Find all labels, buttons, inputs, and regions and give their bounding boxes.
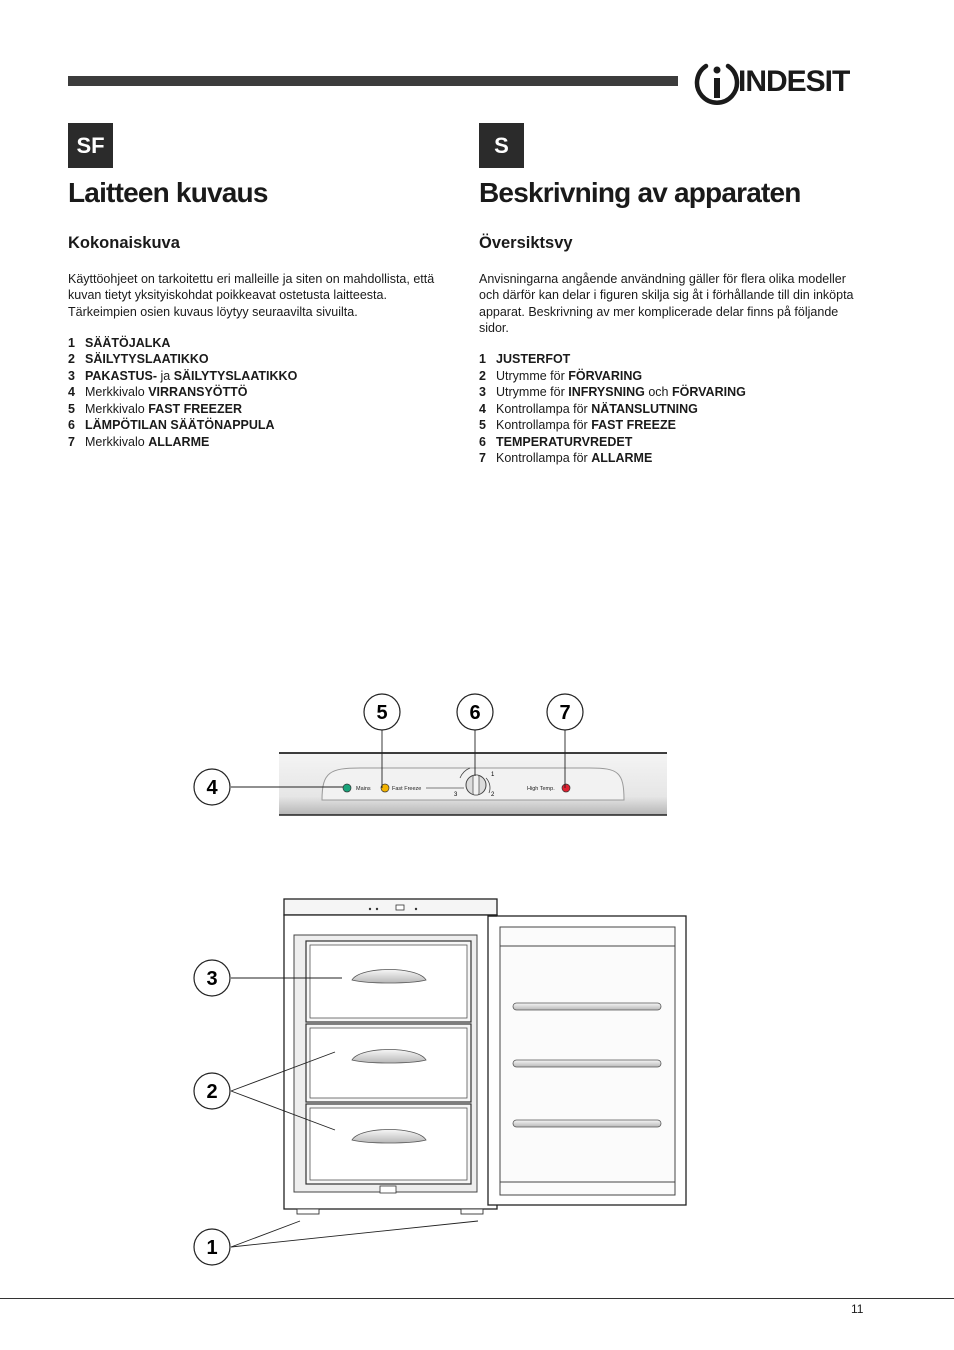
item-number: 6 [68, 418, 75, 433]
item-number: 1 [479, 352, 486, 367]
door-shelf [513, 1120, 661, 1127]
high-temp-lamp [562, 784, 570, 792]
item-text: TEMPERATURVREDET [496, 434, 633, 449]
callout-number: 2 [206, 1081, 218, 1103]
item-text: Kontrollampa för FAST FREEZE [496, 418, 676, 433]
item-number: 5 [479, 418, 486, 433]
callout-6 [457, 694, 493, 730]
item-text: Kontrollampa för NÄTANSLUTNING [496, 401, 698, 416]
callout-number: 7 [559, 702, 571, 724]
right-title: Beskrivning av apparaten [479, 177, 801, 208]
callout-1 [194, 1229, 230, 1265]
item-number: 1 [68, 335, 75, 350]
item-text: SÄÄTÖJALKA [85, 335, 171, 350]
language-badge-sf: SF [68, 123, 113, 168]
left-intro: Käyttöohjeet on tarkoitettu eri malleille ja siten on mahdollista, että kuvan tietyt yksityiskohdat poikkeavat ostetusta laitteesta. Tärkeimpien osien kuvaus löytyy seuraavilta sivuilta. [68, 272, 435, 319]
right-subtitle: Översiktsvy [479, 234, 573, 252]
item-number: 2 [479, 368, 486, 383]
item-text: LÄMPÖTILAN SÄÄTÖNAPPULA [85, 418, 275, 433]
door-shelf [513, 1003, 661, 1010]
item-text: Merkkivalo ALLARME [85, 434, 210, 449]
callout-5 [364, 694, 400, 730]
item-number: 3 [479, 385, 486, 400]
callout-number: 5 [376, 702, 388, 724]
item-text: Merkkivalo FAST FREEZER [85, 401, 242, 416]
item-text: Utrymme för FÖRVARING [496, 368, 643, 383]
left-subtitle: Kokonaiskuva [68, 234, 180, 252]
knob-mark-3: 3 [454, 792, 458, 798]
knob-mark-2: 2 [491, 792, 495, 798]
item-text: PAKASTUS- ja SÄILYTYSLAATIKKO [85, 368, 298, 383]
knob-mark-1: 1 [491, 772, 495, 778]
item-number: 3 [68, 368, 75, 383]
item-number: 4 [479, 401, 486, 416]
adjustable-foot [297, 1209, 319, 1214]
item-number: 7 [68, 434, 75, 449]
item-number: 5 [68, 401, 75, 416]
mains-label: Mains [356, 786, 371, 792]
item-text: Kontrollampa för ALLARME [496, 451, 653, 466]
control-panel [279, 753, 667, 815]
item-number: 2 [68, 352, 75, 367]
item-text: SÄILYTYSLAATIKKO [85, 352, 209, 367]
high-temp-label: High Temp. [527, 786, 555, 792]
item-text: Utrymme för INFRYSNING och FÖRVARING [496, 385, 746, 400]
right-intro: Anvisningarna angående användning gäller för flera olika modeller och därför kan delar i figuren skilja sig åt i förhållande till din inköpta apparat. Beskrivning av mer komplicerade delar finns på följande sidor. [479, 272, 854, 335]
callout-number: 1 [206, 1237, 218, 1259]
mains-lamp [343, 784, 351, 792]
callout-number: 6 [469, 702, 481, 724]
callout-3 [194, 960, 230, 996]
freezer-body [284, 899, 497, 1214]
item-text: Merkkivalo VIRRANSYÖTTÖ [85, 385, 248, 400]
footer-rule [0, 1298, 954, 1299]
item-number: 7 [479, 451, 486, 466]
door-shelf [513, 1060, 661, 1067]
callout-number: 3 [206, 968, 218, 990]
language-badge-s: S [479, 123, 524, 168]
callout-7 [547, 694, 583, 730]
item-number: 4 [68, 385, 75, 400]
adjustable-foot [461, 1209, 483, 1214]
callout-2 [194, 1073, 230, 1109]
item-number: 6 [479, 434, 486, 449]
item-text: JUSTERFOT [496, 352, 571, 367]
freezer-door [488, 916, 686, 1205]
left-title: Laitteen kuvaus [68, 177, 268, 208]
brand-name: INDESIT [738, 65, 850, 98]
callout-4 [194, 769, 230, 805]
callout-number: 4 [206, 777, 218, 799]
page-number: 11 [851, 1302, 864, 1316]
fast-freeze-label: Fast Freeze [392, 786, 422, 792]
